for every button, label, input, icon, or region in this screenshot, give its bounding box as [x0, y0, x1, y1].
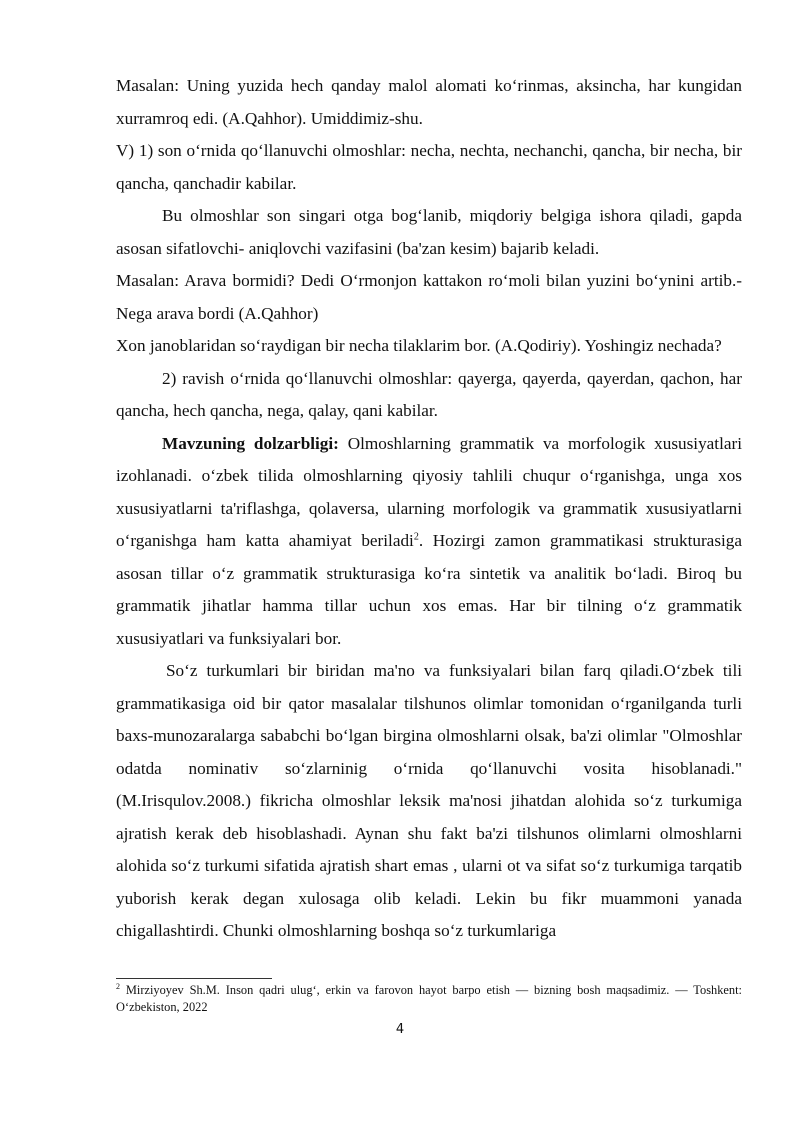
paragraph-example-qodiriy: Xon janoblaridan so‘raydigan bir necha tilaklarim bor. (A.Qodiriy). Yoshingiz nechada? — [116, 336, 722, 355]
paragraph-example-qahhor: Masalan: Uning yuzida hech qanday malol alomati ko‘rinmas, aksincha, har kungidan xurramroq edi. (A.Qahhor). Umiddimiz-shu. — [116, 76, 742, 128]
footnote-separator — [116, 978, 272, 979]
body-text — [116, 70, 742, 948]
footnote — [116, 982, 742, 1016]
footnote-text: Mirziyoyev Sh.M. Inson qadri ulug‘, erkin va farovon hayot barpo etish — bizning bosh maqsadimiz. — Toshkent: O‘zbekiston, 2022 — [116, 983, 742, 1014]
paragraph-example-arava: Masalan: Arava bormidi? Dedi O‘rmonjon kattakon ro‘moli bilan yuzini bo‘ynini artib.-Nega arava bordi (A.Qahhor) — [116, 271, 742, 323]
paragraph-pronoun-function: Bu olmoshlar son singari otga bog‘lanib, miqdoriy belgiga ishora qiladi, gapda asosan sifatlovchi- aniqlovchi vazifasini (ba'zan kesim) bajarib keladi. — [116, 206, 742, 258]
page-number: 4 — [395, 1022, 405, 1037]
relevance-text-b: . Hozirgi zamon grammatikasi strukturasiga asosan tillar o‘z grammatik strukturasiga ko‘ra sintetik va analitik bo‘ladi. Biroq bu grammatik jihatlar hamma tillar uchun xos emas. Har bir tilning o‘z grammatik xususiyatlari va funksiyalari bor. — [116, 531, 743, 648]
footnote-reference: 2 — [413, 531, 419, 543]
paragraph-word-classes: So‘z turkumlari bir biridan ma'no va funksiyalari bilan farq qiladi.O‘zbek tili grammatikasiga oid bir qator masalalar tilshunos olimlar tomonidan o‘rganilganda turli baxs-munozaralarga sababchi bo‘lgan birgina olmoshlarni olsak, ba'zi olimlar "Olmoshlar odatda nominativ so‘zlarninig o‘rnida qo‘llanuvchi vosita hisoblanadi." (M.Irisqulov.2008.) fikricha olmoshlar leksik ma'nosi jihatdan alohida so‘z turkumiga ajratish kerak deb hisoblashadi. Aynan shu fakt ba'zi tilshunos olimlarni olmoshlarni alohida so‘z turkumi sifatida ajratish shart emas , ularni ot va sifat so‘z turkumiga tarqatib yuborish kerak degan xulosaga olib keladi. Lekin bu fikr muammoni yanada chigallashtirdi. Chunki olmoshlarning boshqa so‘z turkumlariga — [116, 661, 742, 940]
relevance-text-a: Olmoshlarning grammatik va morfologik xususiyatlari izohlanadi. o‘zbek tilida olmoshlarning qiyosiy tahlili chuqur o‘rganishga, unga xos xususiyatlarni ta'riflashga, qolaversa, ularning morfologik va grammatik xususiyatlarni o‘rganishga ham katta ahamiyat beriladi — [116, 433, 742, 550]
relevance-heading: Mavzuning dolzarbligi: — [162, 433, 339, 453]
paragraph-relevance — [116, 428, 742, 656]
paragraph-number-pronouns: V) 1) son o‘rnida qo‘llanuvchi olmoshlar: necha, nechta, nechanchi, qancha, bir necha, bir qancha, qanchadir kabilar. — [116, 141, 742, 193]
paragraph-adverb-pronouns: 2) ravish o‘rnida qo‘llanuvchi olmoshlar: qayerga, qayerda, qayerdan, qachon, har qancha, hech qancha, nega, qalay, qani kabilar. — [116, 368, 742, 420]
footnote-number: 2 — [116, 981, 120, 991]
